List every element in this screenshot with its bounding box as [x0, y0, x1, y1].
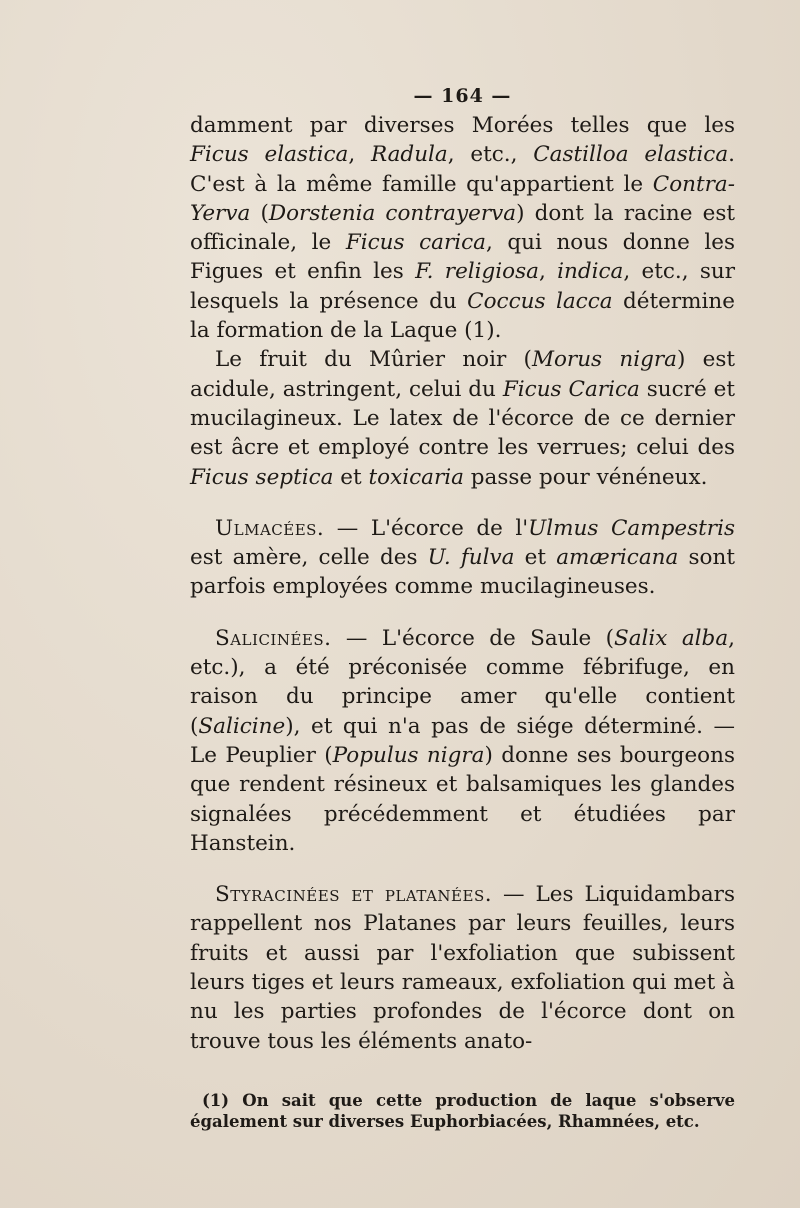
paragraph-p2 [190, 345, 735, 491]
text-run: est amère, celle des [190, 545, 428, 571]
text-run: . C'est à la même famille qu'appartient le [190, 142, 735, 197]
italic-term: U. fulva [427, 545, 515, 571]
italic-term: Coccus lacca [467, 288, 613, 314]
text-run: , etc.), a été préconisée comme fébrifuge, en raison du principe amer qu'elle contient ( [190, 625, 735, 739]
italic-term: Salicine [198, 713, 286, 739]
text-run: passe pour vénéneux. [463, 464, 708, 490]
italic-term: indica [557, 259, 624, 285]
text-run: — Les Liquidambars rappellent nos Platanes par leurs feuilles, leurs fruits et aussi par l'exfoliation que subissent leurs tiges et leurs rameaux, exfoliation qui met à nu les parties profondes de l'écorce dont on trouve tous les éléments anato- [190, 882, 735, 1054]
paragraph-p1 [190, 111, 735, 345]
section-heading: Styracinées et platanées. [215, 882, 493, 908]
text-run: ) donne ses bourgeons que rendent résineux et balsamiques les glandes signalées précédemment et étudiées par Hanstein. [190, 742, 735, 856]
italic-term: Ficus carica [345, 230, 486, 256]
text-run: sucré et mucilagineux. Le latex de l'écorce de ce dernier est âcre et employé contre les verrues; celui des [190, 376, 735, 461]
text-run: ) est acidule, astringent, celui du [190, 347, 735, 402]
italic-term: F. religiosa [415, 259, 539, 285]
section-heading: Salicinées. [215, 625, 332, 651]
italic-term: toxicaria [368, 464, 464, 490]
italic-term: amæricana [556, 545, 679, 571]
italic-term: Ulmus Campestris [528, 515, 735, 541]
paragraph-p4 [190, 624, 735, 858]
page-number: — 164 — [413, 85, 512, 107]
italic-term: Ficus septica [190, 464, 334, 490]
text-run: — L'écorce de Saule ( [331, 625, 614, 651]
text-run: , [348, 142, 371, 168]
text-run: ) dont la racine est officinale, le [190, 200, 736, 256]
page-body [190, 85, 735, 1132]
text-run: — L'écorce de l' [324, 515, 529, 541]
italic-term: Contra-Yerva [190, 171, 735, 226]
text-run: damment par diverses Morées telles que les [190, 113, 735, 138]
text-run: , etc., sur lesquels la présence du [190, 259, 736, 314]
paragraph-p5 [190, 880, 735, 1056]
italic-term: Populus nigra [332, 742, 485, 768]
italic-term: Radula [370, 142, 448, 168]
text-run: , [538, 259, 558, 285]
text-run: sont parfois employées comme mucilagineuses. [190, 545, 735, 600]
text-run: ), et qui n'a pas de siége déterminé. — Le Peuplier ( [190, 713, 735, 768]
text-run: , etc., [447, 142, 534, 168]
italic-term: Ficus Carica [502, 376, 640, 402]
italic-term: Dorstenia contrayerva [268, 200, 517, 226]
italic-term: Ficus elastica [190, 142, 349, 168]
text-run: et [333, 464, 369, 490]
text-run: ( [250, 200, 269, 226]
text-run: détermine la formation de la Laque (1). [190, 288, 735, 344]
text-body [190, 111, 735, 1056]
italic-term: Castilloa elastica [533, 142, 729, 168]
text-run: , qui nous donne les Figues et enfin les [190, 230, 735, 285]
italic-term: Salix alba [614, 625, 729, 651]
footnote: (1) On sait que cette production de laque s'observe également sur diverses Euphorbiacées, Rhamnées, etc. [190, 1090, 735, 1131]
section-heading: Ulmacées. [215, 515, 325, 541]
italic-term: Morus nigra [531, 347, 677, 373]
text-run: et [514, 545, 557, 571]
paragraph-p3 [190, 514, 735, 602]
text-run: Le fruit du Mûrier noir ( [215, 347, 532, 373]
